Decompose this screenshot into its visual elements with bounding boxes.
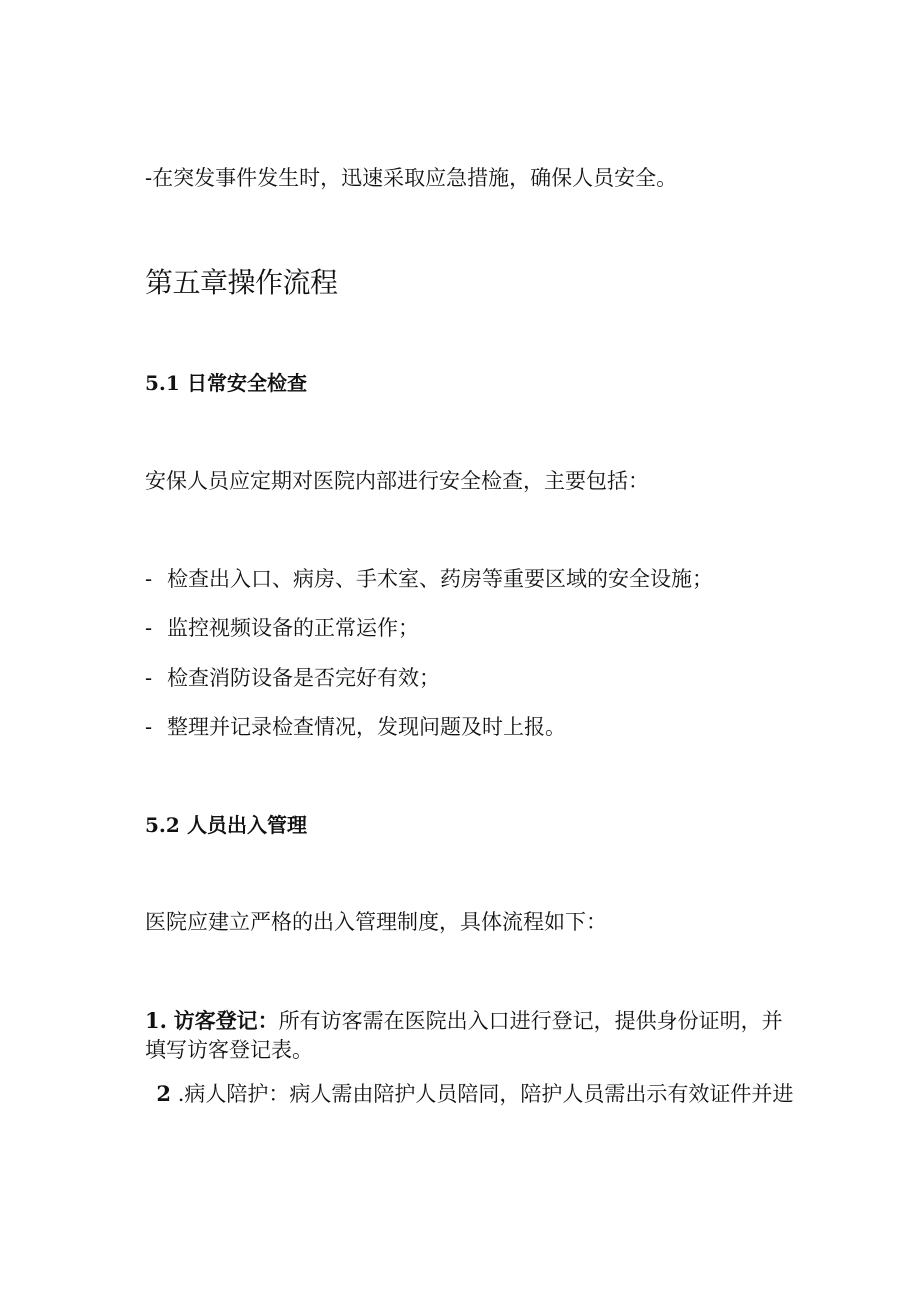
chapter-title: 第五章操作流程 xyxy=(145,266,338,299)
list-item xyxy=(145,664,440,692)
section-heading-5-2 xyxy=(145,811,307,839)
bullet-text: 监控视频设备的正常运作； xyxy=(167,616,419,640)
list-item xyxy=(145,713,566,741)
item-number: 1. xyxy=(145,1008,167,1033)
list-item xyxy=(145,614,419,642)
item-text: 所有访客需在医院出入口进行登记，提供身份证明，并 xyxy=(278,1009,783,1033)
bullet-dash: - xyxy=(145,666,153,690)
section-number: 5.2 xyxy=(145,813,180,837)
bullet-text: 整理并记录检查情况，发现问题及时上报。 xyxy=(167,715,566,739)
item-label: 访客登记： xyxy=(173,1008,279,1033)
bullet-dash: - xyxy=(145,567,153,591)
section-heading-5-1 xyxy=(145,369,307,397)
item-number: 2 xyxy=(156,1081,171,1106)
list-item xyxy=(145,565,713,593)
section-number: 5.1 xyxy=(145,371,180,395)
item-label: .病人陪护： xyxy=(177,1082,290,1106)
bullet-dash: - xyxy=(145,715,153,739)
numbered-item-2 xyxy=(145,1080,793,1108)
section-paragraph: 医院应建立严格的出入管理制度，具体流程如下： xyxy=(145,910,607,934)
bullet-text: 检查消防设备是否完好有效； xyxy=(167,666,440,690)
numbered-item-1-continuation: 填写访客登记表。 xyxy=(145,1038,313,1062)
item-text: 病人需由陪护人员陪同，陪护人员需出示有效证件并进 xyxy=(289,1082,794,1106)
bullet-dash: - xyxy=(145,616,153,640)
section-paragraph: 安保人员应定期对医院内部进行安全检查，主要包括： xyxy=(145,469,649,493)
bullet-text: 检查出入口、病房、手术室、药房等重要区域的安全设施； xyxy=(167,567,713,591)
section-title: 日常安全检查 xyxy=(187,371,307,395)
intro-line: -在突发事件发生时，迅速采取应急措施，确保人员安全。 xyxy=(145,166,678,190)
numbered-item-1 xyxy=(145,1007,783,1035)
section-title: 人员出入管理 xyxy=(187,813,307,837)
